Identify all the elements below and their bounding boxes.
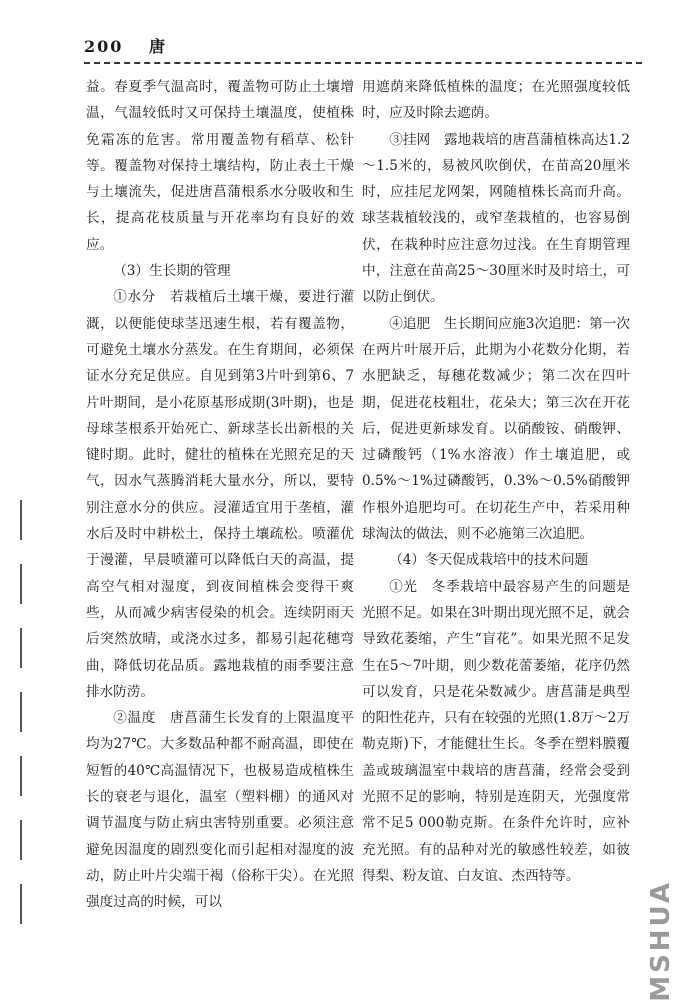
binding-mark xyxy=(20,756,22,796)
section-heading: （3）生长期的管理 xyxy=(113,263,231,280)
section-heading: （4）冬天促成栽培中的技术问题 xyxy=(389,552,589,569)
binding-mark xyxy=(20,884,22,924)
running-title: 唐 xyxy=(148,37,167,56)
binding-mark xyxy=(20,628,22,668)
binding-mark xyxy=(20,564,22,604)
paragraph: ③挂网 露地栽培的唐菖蒲植株高达1.2～1.5米的，易被风吹倒伏，在苗高20厘米时，应挂尼龙网架，网随植株长高而升高。球茎栽植较浅的，或窄垄栽植的，也容易倒伏，在栽种时应注意勿过浅。在生育期管理中，注意在苗高25～30厘米时及时培土，可以防止倒伏。 xyxy=(362,131,630,306)
paragraph: ②温度 唐菖蒲生长发育的上限温度平均为27℃。大多数品种都不耐高温，即使在短暂的40℃高温情况下，也极易造成植株生长的衰老与退化，温室（塑料棚）的通风对调节温度与防止病虫害特别重要。必须注意避免因温度的剧烈变化而引起相对湿度的波动，防止叶片尖端干褐（俗称干尖）。在光照强度过高的时候，可以 xyxy=(86,710,354,911)
right-column xyxy=(362,74,630,889)
header-rule xyxy=(84,62,642,64)
page-header xyxy=(84,34,644,60)
paragraph: ①水分 若栽植后土壤干燥，要进行灌溉，以便能使球茎迅速生根，若有覆盖物，可避免土壤水分蒸发。在生育期间，必须保证水分充足供应。自见到第3片叶到第6、7片叶期间，是小花原基形成期(3叶期)，也是母球茎根系开始死亡、新球茎长出新根的关键时期。此时，健壮的植株在光照充足的天气，因水气蒸腾消耗大量水分，所以，要特别注意水分的供应。浸灌适宜用于垄植，灌水后及时中耕松土，保持土壤疏松。喷灌优于漫灌，早晨喷灌可以降低白天的高温，提高空气相对湿度，到夜间植株会变得干爽些，从而减少病害侵染的机会。连续阴雨天后突然放晴，或浇水过多，都易引起花穗弯曲，降低切花品质。露地栽植的雨季要注意排水防涝。 xyxy=(86,289,354,700)
binding-mark xyxy=(20,692,22,732)
binding-mark xyxy=(20,820,22,860)
paragraph: 益。春夏季气温高时，覆盖物可防止土壤增温，气温较低时又可保持土壤温度，使植株免霜冻的危害。常用覆盖物有稻草、松针等。覆盖物对保持土壤结构，防止表土干燥与土壤流失，促进唐菖蒲根系水分吸收和生长，提高花枝质量与开花率均有良好的效应。 xyxy=(86,79,354,253)
binding-mark xyxy=(20,500,22,540)
binding-marks xyxy=(20,500,23,1001)
paragraph: ①光 冬季栽培中最容易产生的问题是光照不足。如果在3叶期出现光照不足，就会导致花萎缩，产生“盲花”。如果光照不足发生在5～7叶期，则少数花蕾萎缩，花序仍然可以发育，只是花朵数减少。唐菖蒲是典型的阳性花卉，只有在较强的光照(1.8万～2万勒克斯)下，才能健壮生长。冬季在塑料膜覆盖或玻璃温室中栽培的唐菖蒲，经常会受到光照不足的影响，特别是连阴天，光强度常常不足5 000勒克斯。在条件允许时，应补充光照。有的品种对光的敏感性较差，如彼得梨、粉友谊、白友谊、杰西特等。 xyxy=(362,578,630,884)
watermark: MSHUA xyxy=(646,880,676,1002)
left-column xyxy=(86,74,354,916)
page-number: 200 xyxy=(84,37,124,56)
paragraph: 用遮荫来降低植株的温度；在光照强度较低时，应及时除去遮荫。 xyxy=(362,79,630,122)
paragraph: ④追肥 生长期间应施3次追肥：第一次在两片叶展开后，此期为小花数分化期，若水肥缺乏，每穗花数减少；第二次在四叶期，促进花枝粗壮，花朵大；第三次在开花后，促进更新球发育。以硝酸铵、硝酸钾、过磷酸钙（1%水溶液）作土壤追肥，或0.5%～1%过磷酸钙，0.3%～0.5%硝酸钾作根外追肥均可。在切花生产中，若采用种球淘汰的做法，则不必施第三次追肥。 xyxy=(362,315,630,543)
